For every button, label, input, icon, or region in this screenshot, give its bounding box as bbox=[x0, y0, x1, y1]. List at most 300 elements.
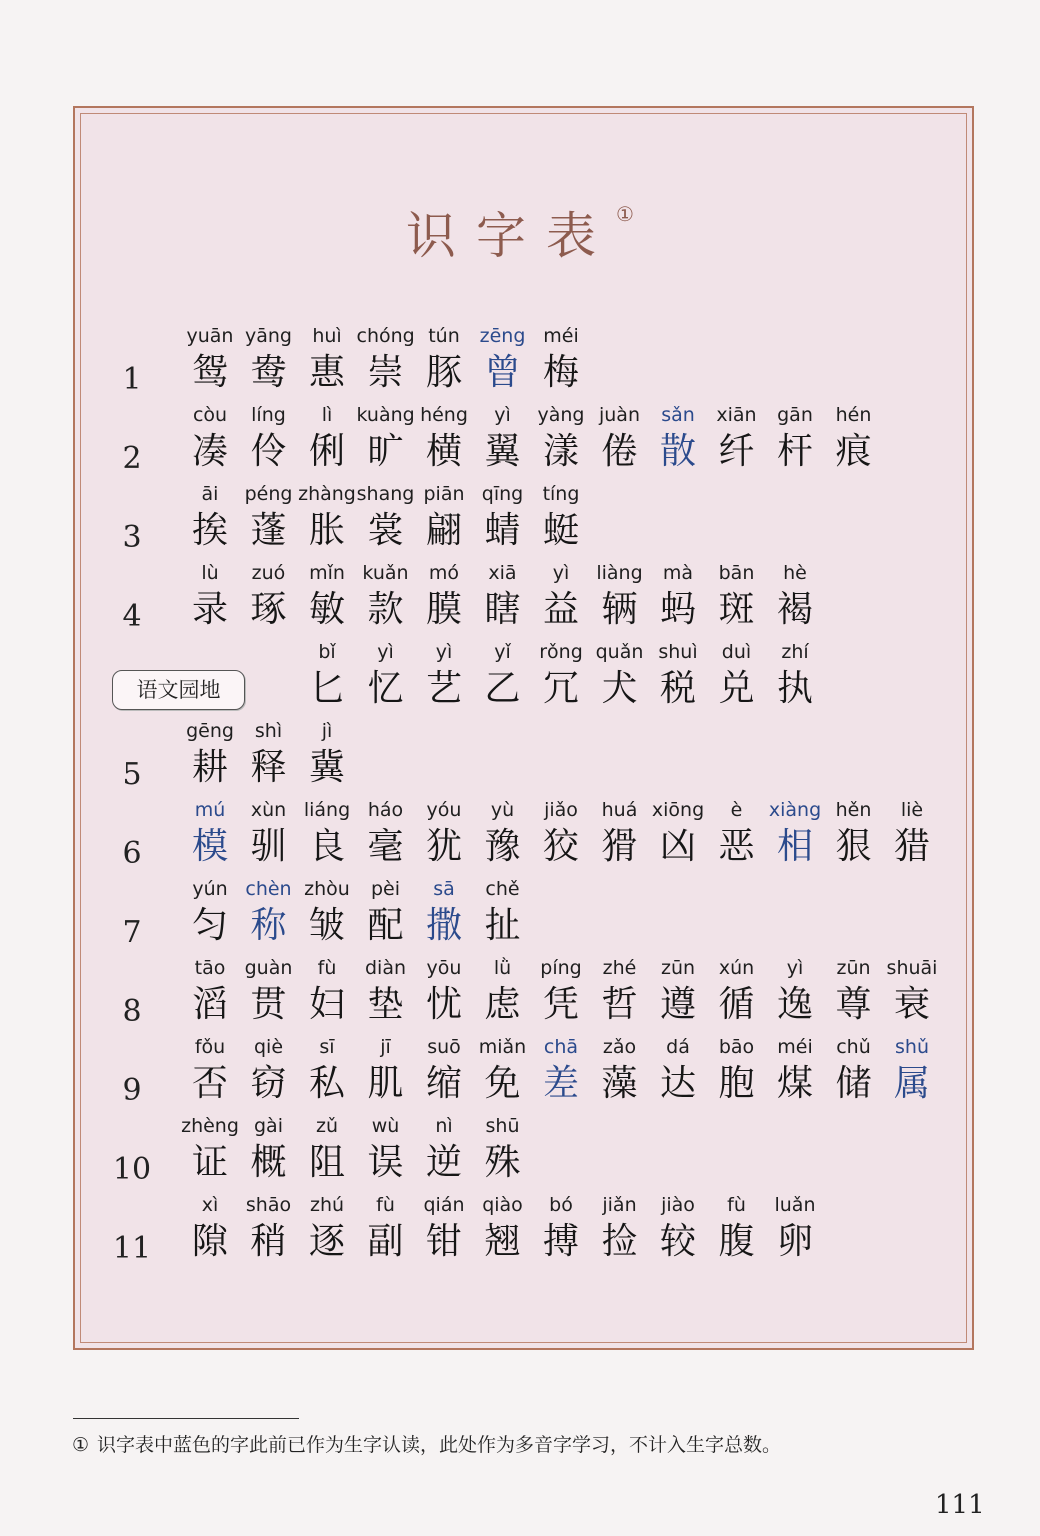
table-row bbox=[0, 954, 1040, 1034]
character-cell bbox=[649, 1033, 707, 1107]
character-cell bbox=[591, 1191, 649, 1265]
hanzi-character: 良 bbox=[308, 826, 345, 867]
pinyin-label: xùn bbox=[250, 799, 287, 821]
character-cell bbox=[649, 1191, 707, 1265]
character-cell bbox=[591, 638, 649, 712]
footnote-text: 识字表中蓝色的字此前已作为生字认读，此处作为多音字学习，不计入生字总数。 bbox=[97, 1434, 782, 1456]
character-cell bbox=[766, 1191, 824, 1265]
pinyin-label: zhèng bbox=[181, 1115, 239, 1137]
hanzi-character: 相 bbox=[776, 826, 813, 867]
hanzi-character: 垫 bbox=[367, 984, 404, 1025]
hanzi-character: 贯 bbox=[250, 984, 287, 1025]
hanzi-character: 伶 bbox=[250, 431, 287, 472]
character-cell bbox=[883, 796, 941, 870]
pinyin-label: chèn bbox=[245, 878, 292, 900]
character-cell bbox=[240, 559, 298, 633]
character-cell bbox=[415, 875, 473, 949]
pinyin-label: sī bbox=[319, 1036, 335, 1058]
character-cell bbox=[883, 1033, 941, 1107]
lesson-number: 3 bbox=[122, 520, 142, 555]
hanzi-character: 扯 bbox=[484, 905, 521, 946]
hanzi-character: 褐 bbox=[776, 589, 813, 630]
hanzi-character: 梅 bbox=[542, 352, 579, 393]
character-cell bbox=[766, 638, 824, 712]
character-cell bbox=[181, 717, 239, 791]
character-cell bbox=[708, 559, 766, 633]
character-cell bbox=[298, 1033, 356, 1107]
character-cell bbox=[474, 322, 532, 396]
pinyin-label: juàn bbox=[598, 404, 640, 426]
character-cell bbox=[357, 954, 415, 1028]
hanzi-character: 益 bbox=[542, 589, 579, 630]
character-cell bbox=[415, 1033, 473, 1107]
pinyin-label: yǐ bbox=[494, 641, 511, 663]
pinyin-label: yàng bbox=[537, 404, 585, 426]
character-cell bbox=[181, 1191, 239, 1265]
pinyin-label: héng bbox=[420, 404, 468, 426]
hanzi-character: 尊 bbox=[835, 984, 872, 1025]
pinyin-label: mà bbox=[662, 562, 694, 584]
hanzi-character: 藻 bbox=[601, 1063, 638, 1104]
pinyin-label: yāng bbox=[245, 325, 292, 347]
hanzi-character: 蓬 bbox=[250, 510, 287, 551]
pinyin-label: shū bbox=[485, 1115, 520, 1137]
pinyin-label: shuì bbox=[658, 641, 698, 663]
hanzi-character: 胞 bbox=[718, 1063, 755, 1104]
character-cell bbox=[766, 954, 824, 1028]
character-cell bbox=[825, 1033, 883, 1107]
character-cell bbox=[181, 954, 239, 1028]
hanzi-character: 狡 bbox=[542, 826, 579, 867]
character-cell bbox=[708, 638, 766, 712]
pinyin-label: guàn bbox=[244, 957, 293, 979]
hanzi-character: 哲 bbox=[601, 984, 638, 1025]
character-cell bbox=[591, 559, 649, 633]
character-cell bbox=[415, 559, 473, 633]
hanzi-character: 卵 bbox=[776, 1221, 813, 1262]
table-row bbox=[0, 1112, 1040, 1192]
character-cell bbox=[825, 954, 883, 1028]
character-cell bbox=[474, 401, 532, 475]
hanzi-character: 差 bbox=[542, 1063, 579, 1104]
pinyin-label: bó bbox=[549, 1194, 573, 1216]
hanzi-character: 乙 bbox=[484, 668, 521, 709]
hanzi-character: 税 bbox=[659, 668, 696, 709]
pinyin-label: yuān bbox=[186, 325, 234, 347]
pinyin-label: còu bbox=[192, 404, 228, 426]
pinyin-label: jì bbox=[321, 720, 333, 742]
hanzi-character: 蚂 bbox=[659, 589, 696, 630]
character-cell bbox=[181, 322, 239, 396]
pinyin-label: diàn bbox=[364, 957, 407, 979]
hanzi-character: 倦 bbox=[601, 431, 638, 472]
hanzi-character: 较 bbox=[659, 1221, 696, 1262]
character-cell bbox=[298, 638, 356, 712]
hanzi-character: 膜 bbox=[425, 589, 462, 630]
hanzi-character: 隙 bbox=[191, 1221, 228, 1262]
pinyin-label: yún bbox=[192, 878, 228, 900]
table-row bbox=[0, 796, 1040, 876]
lesson-number: 7 bbox=[122, 915, 142, 950]
character-cell bbox=[766, 1033, 824, 1107]
character-cell bbox=[474, 1033, 532, 1107]
character-cell bbox=[474, 954, 532, 1028]
hanzi-character: 捡 bbox=[601, 1221, 638, 1262]
pinyin-label: è bbox=[730, 799, 743, 821]
pinyin-label: yì bbox=[494, 404, 511, 426]
character-cell bbox=[240, 1191, 298, 1265]
table-row bbox=[0, 875, 1040, 955]
pinyin-label: mú bbox=[194, 799, 226, 821]
pinyin-label: kuǎn bbox=[362, 562, 409, 584]
pinyin-label: zhòu bbox=[304, 878, 350, 900]
pinyin-label: háo bbox=[367, 799, 404, 821]
pinyin-label: xiān bbox=[716, 404, 757, 426]
character-cell bbox=[708, 954, 766, 1028]
hanzi-character: 忧 bbox=[425, 984, 462, 1025]
hanzi-character: 犬 bbox=[601, 668, 638, 709]
hanzi-character: 称 bbox=[250, 905, 287, 946]
character-cell bbox=[415, 638, 473, 712]
character-cell bbox=[357, 480, 415, 554]
hanzi-character: 循 bbox=[718, 984, 755, 1025]
hanzi-character: 胀 bbox=[308, 510, 345, 551]
character-cell bbox=[240, 796, 298, 870]
hanzi-character: 录 bbox=[191, 589, 228, 630]
hanzi-character: 鸯 bbox=[250, 352, 287, 393]
character-cell bbox=[591, 796, 649, 870]
character-cell bbox=[357, 401, 415, 475]
hanzi-character: 翘 bbox=[484, 1221, 521, 1262]
pinyin-label: mǐn bbox=[309, 562, 345, 584]
pinyin-label: xiōng bbox=[651, 799, 705, 821]
pinyin-label: qiè bbox=[253, 1036, 284, 1058]
hanzi-character: 蜓 bbox=[542, 510, 579, 551]
pinyin-label: tún bbox=[428, 325, 460, 347]
pinyin-label: gēng bbox=[186, 720, 234, 742]
hanzi-character: 曾 bbox=[484, 352, 521, 393]
hanzi-character: 匀 bbox=[191, 905, 228, 946]
hanzi-character: 凭 bbox=[542, 984, 579, 1025]
pinyin-label: jiào bbox=[661, 1194, 695, 1216]
character-cell bbox=[181, 480, 239, 554]
character-cell bbox=[298, 559, 356, 633]
hanzi-character: 猎 bbox=[893, 826, 930, 867]
hanzi-character: 释 bbox=[250, 747, 287, 788]
pinyin-label: méi bbox=[777, 1036, 813, 1058]
pinyin-label: fù bbox=[376, 1194, 395, 1216]
hanzi-character: 款 bbox=[367, 589, 404, 630]
pinyin-label: yù bbox=[490, 799, 515, 821]
table-row bbox=[0, 401, 1040, 481]
hanzi-character: 鸳 bbox=[191, 352, 228, 393]
table-row bbox=[0, 322, 1040, 402]
character-cell bbox=[357, 559, 415, 633]
hanzi-character: 瞎 bbox=[484, 589, 521, 630]
pinyin-label: méi bbox=[543, 325, 579, 347]
character-cell bbox=[357, 638, 415, 712]
character-cell bbox=[298, 796, 356, 870]
lesson-number: 10 bbox=[112, 1152, 152, 1187]
hanzi-character: 皱 bbox=[308, 905, 345, 946]
hanzi-character: 豚 bbox=[425, 352, 462, 393]
pinyin-label: dá bbox=[666, 1036, 690, 1058]
hanzi-character: 翩 bbox=[425, 510, 462, 551]
character-cell bbox=[766, 401, 824, 475]
hanzi-character: 猾 bbox=[601, 826, 638, 867]
hanzi-character: 辆 bbox=[601, 589, 638, 630]
hanzi-character: 俐 bbox=[308, 431, 345, 472]
character-cell bbox=[415, 954, 473, 1028]
pinyin-label: fù bbox=[727, 1194, 746, 1216]
character-cell bbox=[181, 559, 239, 633]
pinyin-label: zhé bbox=[602, 957, 637, 979]
character-cell bbox=[415, 1112, 473, 1186]
hanzi-character: 腹 bbox=[718, 1221, 755, 1262]
hanzi-character: 妇 bbox=[308, 984, 345, 1025]
character-cell bbox=[532, 1191, 590, 1265]
hanzi-character: 纤 bbox=[718, 431, 755, 472]
character-cell bbox=[181, 796, 239, 870]
character-cell bbox=[649, 559, 707, 633]
hanzi-character: 挨 bbox=[191, 510, 228, 551]
character-cell bbox=[240, 1112, 298, 1186]
hanzi-character: 旷 bbox=[367, 431, 404, 472]
pinyin-label: lì bbox=[321, 404, 333, 426]
pinyin-label: yì bbox=[786, 957, 804, 979]
hanzi-character: 豫 bbox=[484, 826, 521, 867]
hanzi-character: 裳 bbox=[367, 510, 404, 551]
pinyin-label: líng bbox=[251, 404, 286, 426]
character-cell bbox=[240, 717, 298, 791]
pinyin-label: yōu bbox=[426, 957, 462, 979]
character-cell bbox=[181, 1112, 239, 1186]
pinyin-label: xiā bbox=[488, 562, 517, 584]
footnote-mark: ① bbox=[72, 1434, 90, 1456]
hanzi-character: 冀 bbox=[308, 747, 345, 788]
pinyin-label: hè bbox=[783, 562, 807, 584]
pinyin-label: shāo bbox=[245, 1194, 292, 1216]
hanzi-character: 遵 bbox=[659, 984, 696, 1025]
character-cell bbox=[357, 1112, 415, 1186]
page-title bbox=[0, 196, 1040, 268]
character-cell bbox=[825, 401, 883, 475]
character-cell bbox=[649, 954, 707, 1028]
character-cell bbox=[240, 954, 298, 1028]
pinyin-label: hěn bbox=[835, 799, 872, 821]
hanzi-character: 崇 bbox=[367, 352, 404, 393]
character-cell bbox=[474, 875, 532, 949]
pinyin-label: jiǎo bbox=[544, 799, 578, 821]
pinyin-label: bāo bbox=[718, 1036, 755, 1058]
hanzi-character: 忆 bbox=[367, 668, 404, 709]
pinyin-label: tāo bbox=[194, 957, 226, 979]
hanzi-character: 逆 bbox=[425, 1142, 462, 1183]
character-cell bbox=[474, 1112, 532, 1186]
hanzi-character: 阻 bbox=[308, 1142, 345, 1183]
character-cell bbox=[591, 401, 649, 475]
pinyin-label: piān bbox=[423, 483, 465, 505]
pinyin-label: xún bbox=[718, 957, 755, 979]
character-cell bbox=[357, 875, 415, 949]
pinyin-label: qián bbox=[423, 1194, 465, 1216]
hanzi-character: 免 bbox=[484, 1063, 521, 1104]
character-cell bbox=[766, 559, 824, 633]
character-cell bbox=[532, 480, 590, 554]
hanzi-character: 痕 bbox=[835, 431, 872, 472]
pinyin-label: suō bbox=[427, 1036, 461, 1058]
hanzi-character: 毫 bbox=[367, 826, 404, 867]
page-number: 111 bbox=[935, 1490, 985, 1520]
hanzi-character: 肌 bbox=[367, 1063, 404, 1104]
hanzi-character: 否 bbox=[191, 1063, 228, 1104]
hanzi-character: 属 bbox=[893, 1063, 930, 1104]
character-cell bbox=[708, 1033, 766, 1107]
hanzi-character: 驯 bbox=[250, 826, 287, 867]
pinyin-label: zǎo bbox=[602, 1036, 637, 1058]
character-cell bbox=[474, 1191, 532, 1265]
character-cell bbox=[357, 796, 415, 870]
pinyin-label: pèi bbox=[370, 878, 401, 900]
footnote-divider bbox=[73, 1418, 299, 1419]
character-cell bbox=[181, 401, 239, 475]
pinyin-label: āi bbox=[201, 483, 219, 505]
pinyin-label: gài bbox=[254, 1115, 283, 1137]
pinyin-label: yóu bbox=[426, 799, 462, 821]
hanzi-character: 耕 bbox=[191, 747, 228, 788]
lesson-number: 2 bbox=[122, 441, 142, 476]
hanzi-character: 钳 bbox=[425, 1221, 462, 1262]
character-cell bbox=[708, 401, 766, 475]
pinyin-label: fù bbox=[317, 957, 337, 979]
pinyin-label: yì bbox=[377, 641, 394, 663]
character-cell bbox=[415, 322, 473, 396]
pinyin-label: nì bbox=[435, 1115, 453, 1137]
character-cell bbox=[240, 401, 298, 475]
character-cell bbox=[240, 875, 298, 949]
pinyin-label: chě bbox=[485, 878, 520, 900]
pinyin-label: péng bbox=[244, 483, 293, 505]
pinyin-label: kuàng bbox=[356, 404, 415, 426]
character-cell bbox=[532, 559, 590, 633]
hanzi-character: 概 bbox=[250, 1142, 287, 1183]
character-cell bbox=[474, 638, 532, 712]
character-cell bbox=[532, 1033, 590, 1107]
hanzi-character: 私 bbox=[308, 1063, 345, 1104]
pinyin-label: sā bbox=[433, 878, 455, 900]
pinyin-label: zhú bbox=[309, 1194, 345, 1216]
character-cell bbox=[649, 638, 707, 712]
hanzi-character: 惠 bbox=[308, 352, 345, 393]
table-row bbox=[0, 480, 1040, 560]
pinyin-label: zhí bbox=[781, 641, 809, 663]
hanzi-character: 滔 bbox=[191, 984, 228, 1025]
hanzi-character: 凶 bbox=[659, 826, 696, 867]
hanzi-character: 虑 bbox=[484, 984, 521, 1025]
character-cell bbox=[532, 638, 590, 712]
character-cell bbox=[181, 875, 239, 949]
character-cell bbox=[415, 401, 473, 475]
pinyin-label: bǐ bbox=[318, 641, 336, 663]
footnote bbox=[72, 1430, 972, 1457]
pinyin-label: lǜ bbox=[493, 957, 512, 979]
pinyin-label: qiào bbox=[482, 1194, 523, 1216]
hanzi-character: 副 bbox=[367, 1221, 404, 1262]
hanzi-character: 斑 bbox=[718, 589, 755, 630]
pinyin-label: jī bbox=[380, 1036, 391, 1058]
hanzi-character: 证 bbox=[191, 1142, 228, 1183]
hanzi-character: 逸 bbox=[776, 984, 813, 1025]
table-row bbox=[0, 717, 1040, 797]
character-cell bbox=[474, 480, 532, 554]
character-cell bbox=[649, 796, 707, 870]
hanzi-character: 散 bbox=[659, 431, 696, 472]
pinyin-label: zūn bbox=[836, 957, 871, 979]
hanzi-character: 犹 bbox=[425, 826, 462, 867]
pinyin-label: rǒng bbox=[539, 641, 583, 663]
character-cell bbox=[532, 322, 590, 396]
hanzi-character: 敏 bbox=[308, 589, 345, 630]
lesson-number: 6 bbox=[122, 836, 142, 871]
hanzi-character: 漾 bbox=[542, 431, 579, 472]
pinyin-label: zūn bbox=[660, 957, 696, 979]
pinyin-label: shuāi bbox=[886, 957, 938, 979]
character-cell bbox=[532, 796, 590, 870]
pinyin-label: shang bbox=[356, 483, 415, 505]
character-cell bbox=[708, 1191, 766, 1265]
pinyin-label: fǒu bbox=[194, 1036, 226, 1058]
pinyin-label: zēng bbox=[479, 325, 526, 347]
pinyin-label: xiàng bbox=[768, 799, 822, 821]
pinyin-label: qīng bbox=[481, 483, 524, 505]
hanzi-character: 窃 bbox=[250, 1063, 287, 1104]
character-cell bbox=[357, 1191, 415, 1265]
hanzi-character: 配 bbox=[367, 905, 404, 946]
character-cell bbox=[357, 1033, 415, 1107]
hanzi-character: 储 bbox=[835, 1063, 872, 1104]
character-cell bbox=[298, 322, 356, 396]
character-cell bbox=[298, 717, 356, 791]
character-cell bbox=[298, 401, 356, 475]
pinyin-label: píng bbox=[540, 957, 582, 979]
pinyin-label: liáng bbox=[303, 799, 351, 821]
pinyin-label: bān bbox=[718, 562, 755, 584]
table-row bbox=[0, 1033, 1040, 1113]
lesson-number: 4 bbox=[122, 599, 142, 634]
pinyin-label: wù bbox=[371, 1115, 400, 1137]
hanzi-character: 执 bbox=[776, 668, 813, 709]
character-cell bbox=[708, 796, 766, 870]
hanzi-character: 杆 bbox=[776, 431, 813, 472]
character-cell bbox=[298, 954, 356, 1028]
hanzi-character: 逐 bbox=[308, 1221, 345, 1262]
pinyin-label: miǎn bbox=[478, 1036, 527, 1058]
pinyin-label: mó bbox=[428, 562, 460, 584]
character-cell bbox=[298, 875, 356, 949]
section-badge: 语文园地 bbox=[112, 670, 245, 710]
hanzi-character: 殊 bbox=[484, 1142, 521, 1183]
pinyin-label: jiǎn bbox=[602, 1194, 637, 1216]
pinyin-label: chā bbox=[543, 1036, 579, 1058]
table-row bbox=[0, 1191, 1040, 1271]
character-cell bbox=[181, 1033, 239, 1107]
pinyin-label: liàng bbox=[596, 562, 643, 584]
pinyin-label: sǎn bbox=[661, 404, 695, 426]
pinyin-label: chóng bbox=[356, 325, 415, 347]
table-row bbox=[0, 638, 1040, 718]
hanzi-character: 翼 bbox=[484, 431, 521, 472]
pinyin-label: zǔ bbox=[315, 1115, 338, 1137]
